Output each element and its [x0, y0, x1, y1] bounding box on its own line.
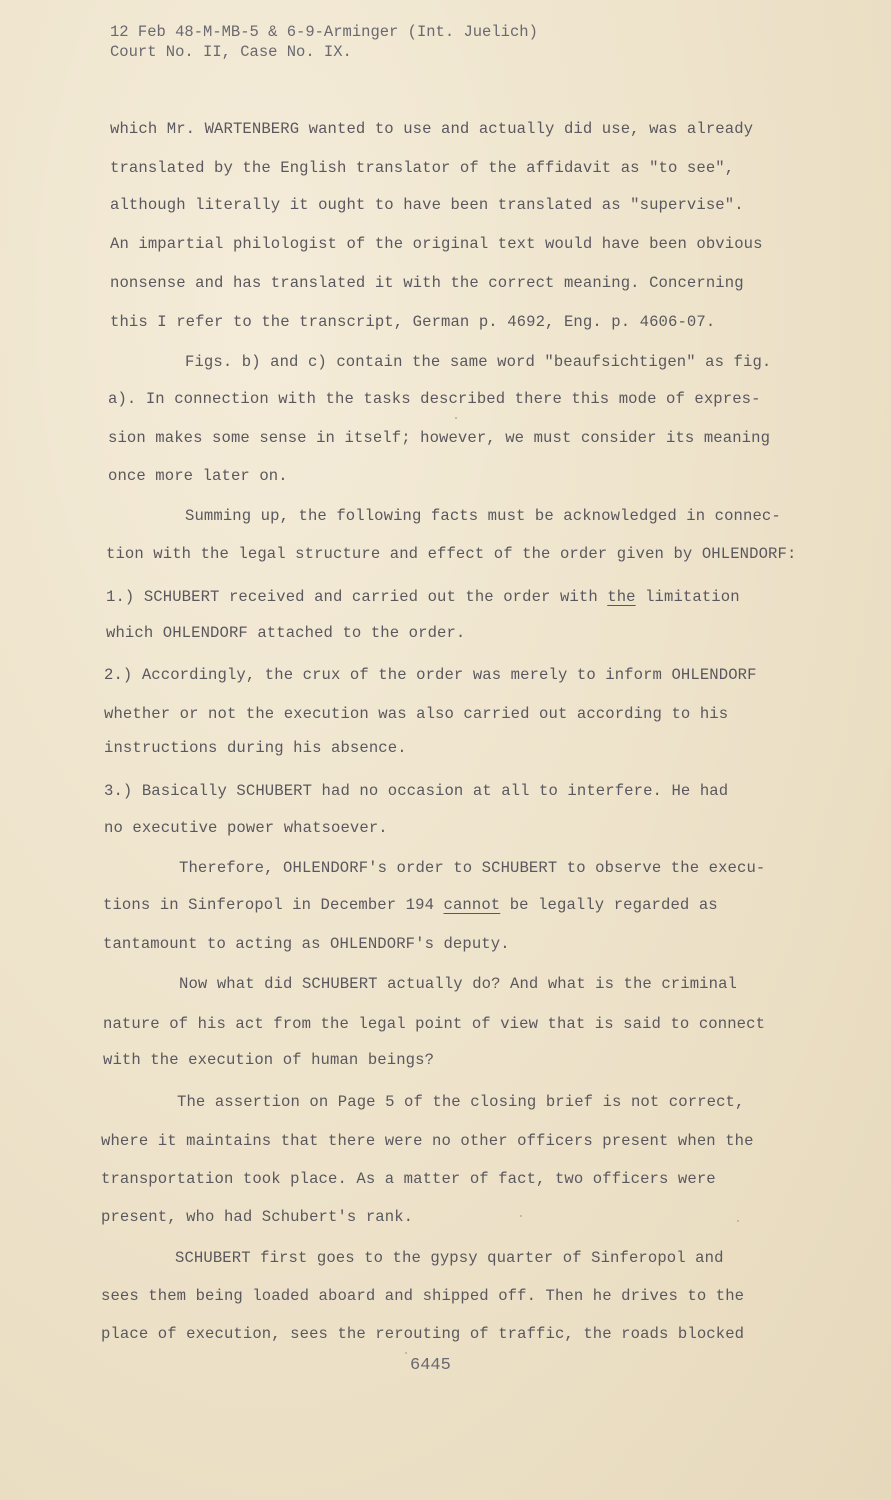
text-segment: limitation [635, 588, 740, 606]
page-number: 6445 [410, 1356, 451, 1375]
text-line: Now what did SCHUBERT actually do? And what is the criminal [179, 975, 738, 993]
text-segment: tions in Sinferopol in December 194 [103, 896, 444, 914]
text-line: transportation took place. As a matter of fact, two officers were [101, 1170, 716, 1188]
text-line: nonsense and has translated it with the correct meaning. Concerning [110, 274, 744, 292]
underlined-word: the [607, 588, 636, 606]
text-line: SCHUBERT first goes to the gypsy quarter of Sinferopol and [175, 1249, 724, 1267]
text-segment: be legally regarded as [500, 896, 718, 914]
text-line: 2.) Accordingly, the crux of the order was merely to inform OHLENDORF [104, 666, 757, 684]
text-line: present, who had Schubert's rank. [101, 1208, 414, 1226]
text-line: instructions during his absence. [104, 739, 407, 757]
text-line [106, 588, 740, 606]
text-line: with the execution of human beings? [103, 1051, 435, 1069]
paper-speck [455, 417, 457, 419]
text-line: once more later on. [108, 467, 288, 485]
text-line: whether or not the execution was also carried out according to his [104, 705, 729, 723]
text-line: tantamount to acting as OHLENDORF's deputy. [103, 935, 510, 953]
text-line: Figs. b) and c) contain the same word "beaufsichtigen" as fig. [185, 353, 772, 371]
text-line: which Mr. WARTENBERG wanted to use and actually did use, was already [110, 120, 754, 138]
text-line: Therefore, OHLENDORF's order to SCHUBERT to observe the execu- [179, 859, 766, 877]
document-header [110, 22, 538, 62]
header-line-court: Court No. II, Case No. IX. [110, 43, 352, 61]
text-line: nature of his act from the legal point of view that is said to connect [103, 1015, 766, 1033]
paper-speck [405, 1352, 407, 1354]
text-line: 3.) Basically SCHUBERT had no occasion at all to interfere. He had [104, 782, 729, 800]
text-segment: 1.) SCHUBERT received and carried out the order with [106, 588, 608, 606]
text-line: The assertion on Page 5 of the closing brief is not correct, [177, 1093, 745, 1111]
text-line: sees them being loaded aboard and shipped off. Then he drives to the [101, 1287, 745, 1305]
paper-speck [520, 1215, 522, 1217]
text-line: no executive power whatsoever. [104, 819, 388, 837]
text-line: An impartial philologist of the original text would have been obvious [110, 235, 763, 253]
header-line-date-case: 12 Feb 48-M-MB-5 & 6-9-Arminger (Int. Juelich) [110, 23, 538, 41]
text-line: a). In connection with the tasks described there this mode of expres- [108, 390, 761, 408]
text-line: translated by the English translator of the affidavit as "to see", [110, 159, 735, 177]
text-line [103, 896, 718, 914]
text-line: although literally it ought to have been translated as "supervise". [110, 196, 744, 214]
text-line: sion makes some sense in itself; however, we must consider its meaning [108, 429, 771, 447]
text-line: which OHLENDORF attached to the order. [106, 624, 466, 642]
text-line: where it maintains that there were no other officers present when the [101, 1132, 754, 1150]
text-line: this I refer to the transcript, German p. 4692, Eng. p. 4606-07. [110, 313, 716, 331]
paper-speck [737, 1220, 739, 1222]
underlined-word: cannot [443, 896, 501, 914]
text-line: tion with the legal structure and effect of the order given by OHLENDORF: [106, 545, 797, 563]
text-line: Summing up, the following facts must be acknowledged in connec- [185, 507, 781, 525]
text-line: place of execution, sees the rerouting of traffic, the roads blocked [101, 1325, 745, 1343]
